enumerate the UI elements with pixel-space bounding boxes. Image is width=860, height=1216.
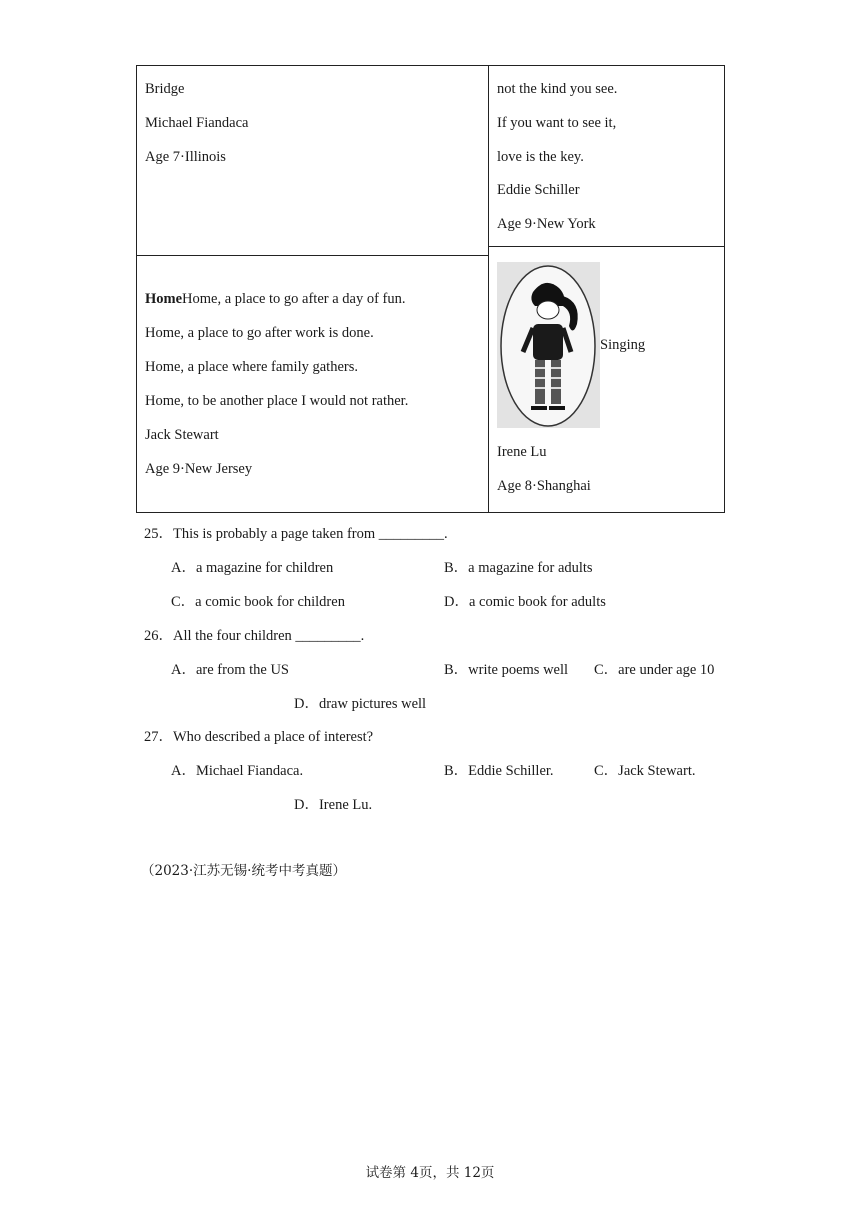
option-a[interactable]: A．a magazine for children <box>171 560 334 576</box>
option-d[interactable]: D．draw pictures well <box>294 696 427 712</box>
poem-age-place: Age 9·New York <box>497 216 596 232</box>
poem-age-place: Age 8·Shanghai <box>497 478 591 494</box>
poem-line: love is the key. <box>497 149 584 165</box>
poem-cell-love <box>488 66 724 247</box>
option-c[interactable]: C．Jack Stewart. <box>594 763 696 779</box>
poem-cell-bridge <box>137 66 489 256</box>
option-c[interactable]: C．are under age 10 <box>594 662 715 678</box>
poem-line: Home, to be another place I would not rather. <box>145 393 409 409</box>
poem-line: Home, a place to go after work is done. <box>145 325 374 341</box>
poem-author: Eddie Schiller <box>497 182 580 198</box>
poem-line: Home, a place to go after a day of fun. <box>182 291 406 307</box>
option-d[interactable]: D．a comic book for adults <box>444 594 606 610</box>
drawing-caption: Singing <box>600 337 646 353</box>
question-stem: 26．All the four children _________. <box>144 628 365 644</box>
option-b[interactable]: B．a magazine for adults <box>444 560 593 576</box>
poem-title: Home <box>145 291 183 307</box>
poem-line: not the kind you see. <box>497 81 618 97</box>
option-a[interactable]: A．Michael Fiandaca. <box>171 763 304 779</box>
option-b[interactable]: B．Eddie Schiller. <box>444 763 554 779</box>
poem-age-place: Age 7·Illinois <box>145 149 226 165</box>
option-c[interactable]: C．a comic book for children <box>171 594 345 610</box>
poem-table <box>136 65 725 513</box>
poem-line: If you want to see it, <box>497 115 617 131</box>
girl-drawing-icon <box>497 262 600 428</box>
poem-cell-home <box>137 255 489 512</box>
poem-line: Home, a place where family gathers. <box>145 359 358 375</box>
question-stem: 27．Who described a place of interest? <box>144 729 374 745</box>
option-d[interactable]: D．Irene Lu. <box>294 797 373 813</box>
poem-author: Irene Lu <box>497 444 547 460</box>
option-b[interactable]: B．write poems well <box>444 662 569 678</box>
poem-title: Bridge <box>145 81 185 97</box>
page-footer: 试卷第 4页，共 12页 <box>365 1165 495 1181</box>
poem-cell-singing <box>488 246 724 512</box>
option-a[interactable]: A．are from the US <box>171 662 289 678</box>
poem-age-place: Age 9·New Jersey <box>145 461 253 477</box>
source-note: （2023·江苏无锡·统考中考真题） <box>141 863 346 879</box>
question-stem: 25．This is probably a page taken from _________. <box>144 526 448 542</box>
poem-author: Jack Stewart <box>145 427 219 443</box>
poem-first-line <box>145 291 406 308</box>
poem-author: Michael Fiandaca <box>145 115 249 131</box>
